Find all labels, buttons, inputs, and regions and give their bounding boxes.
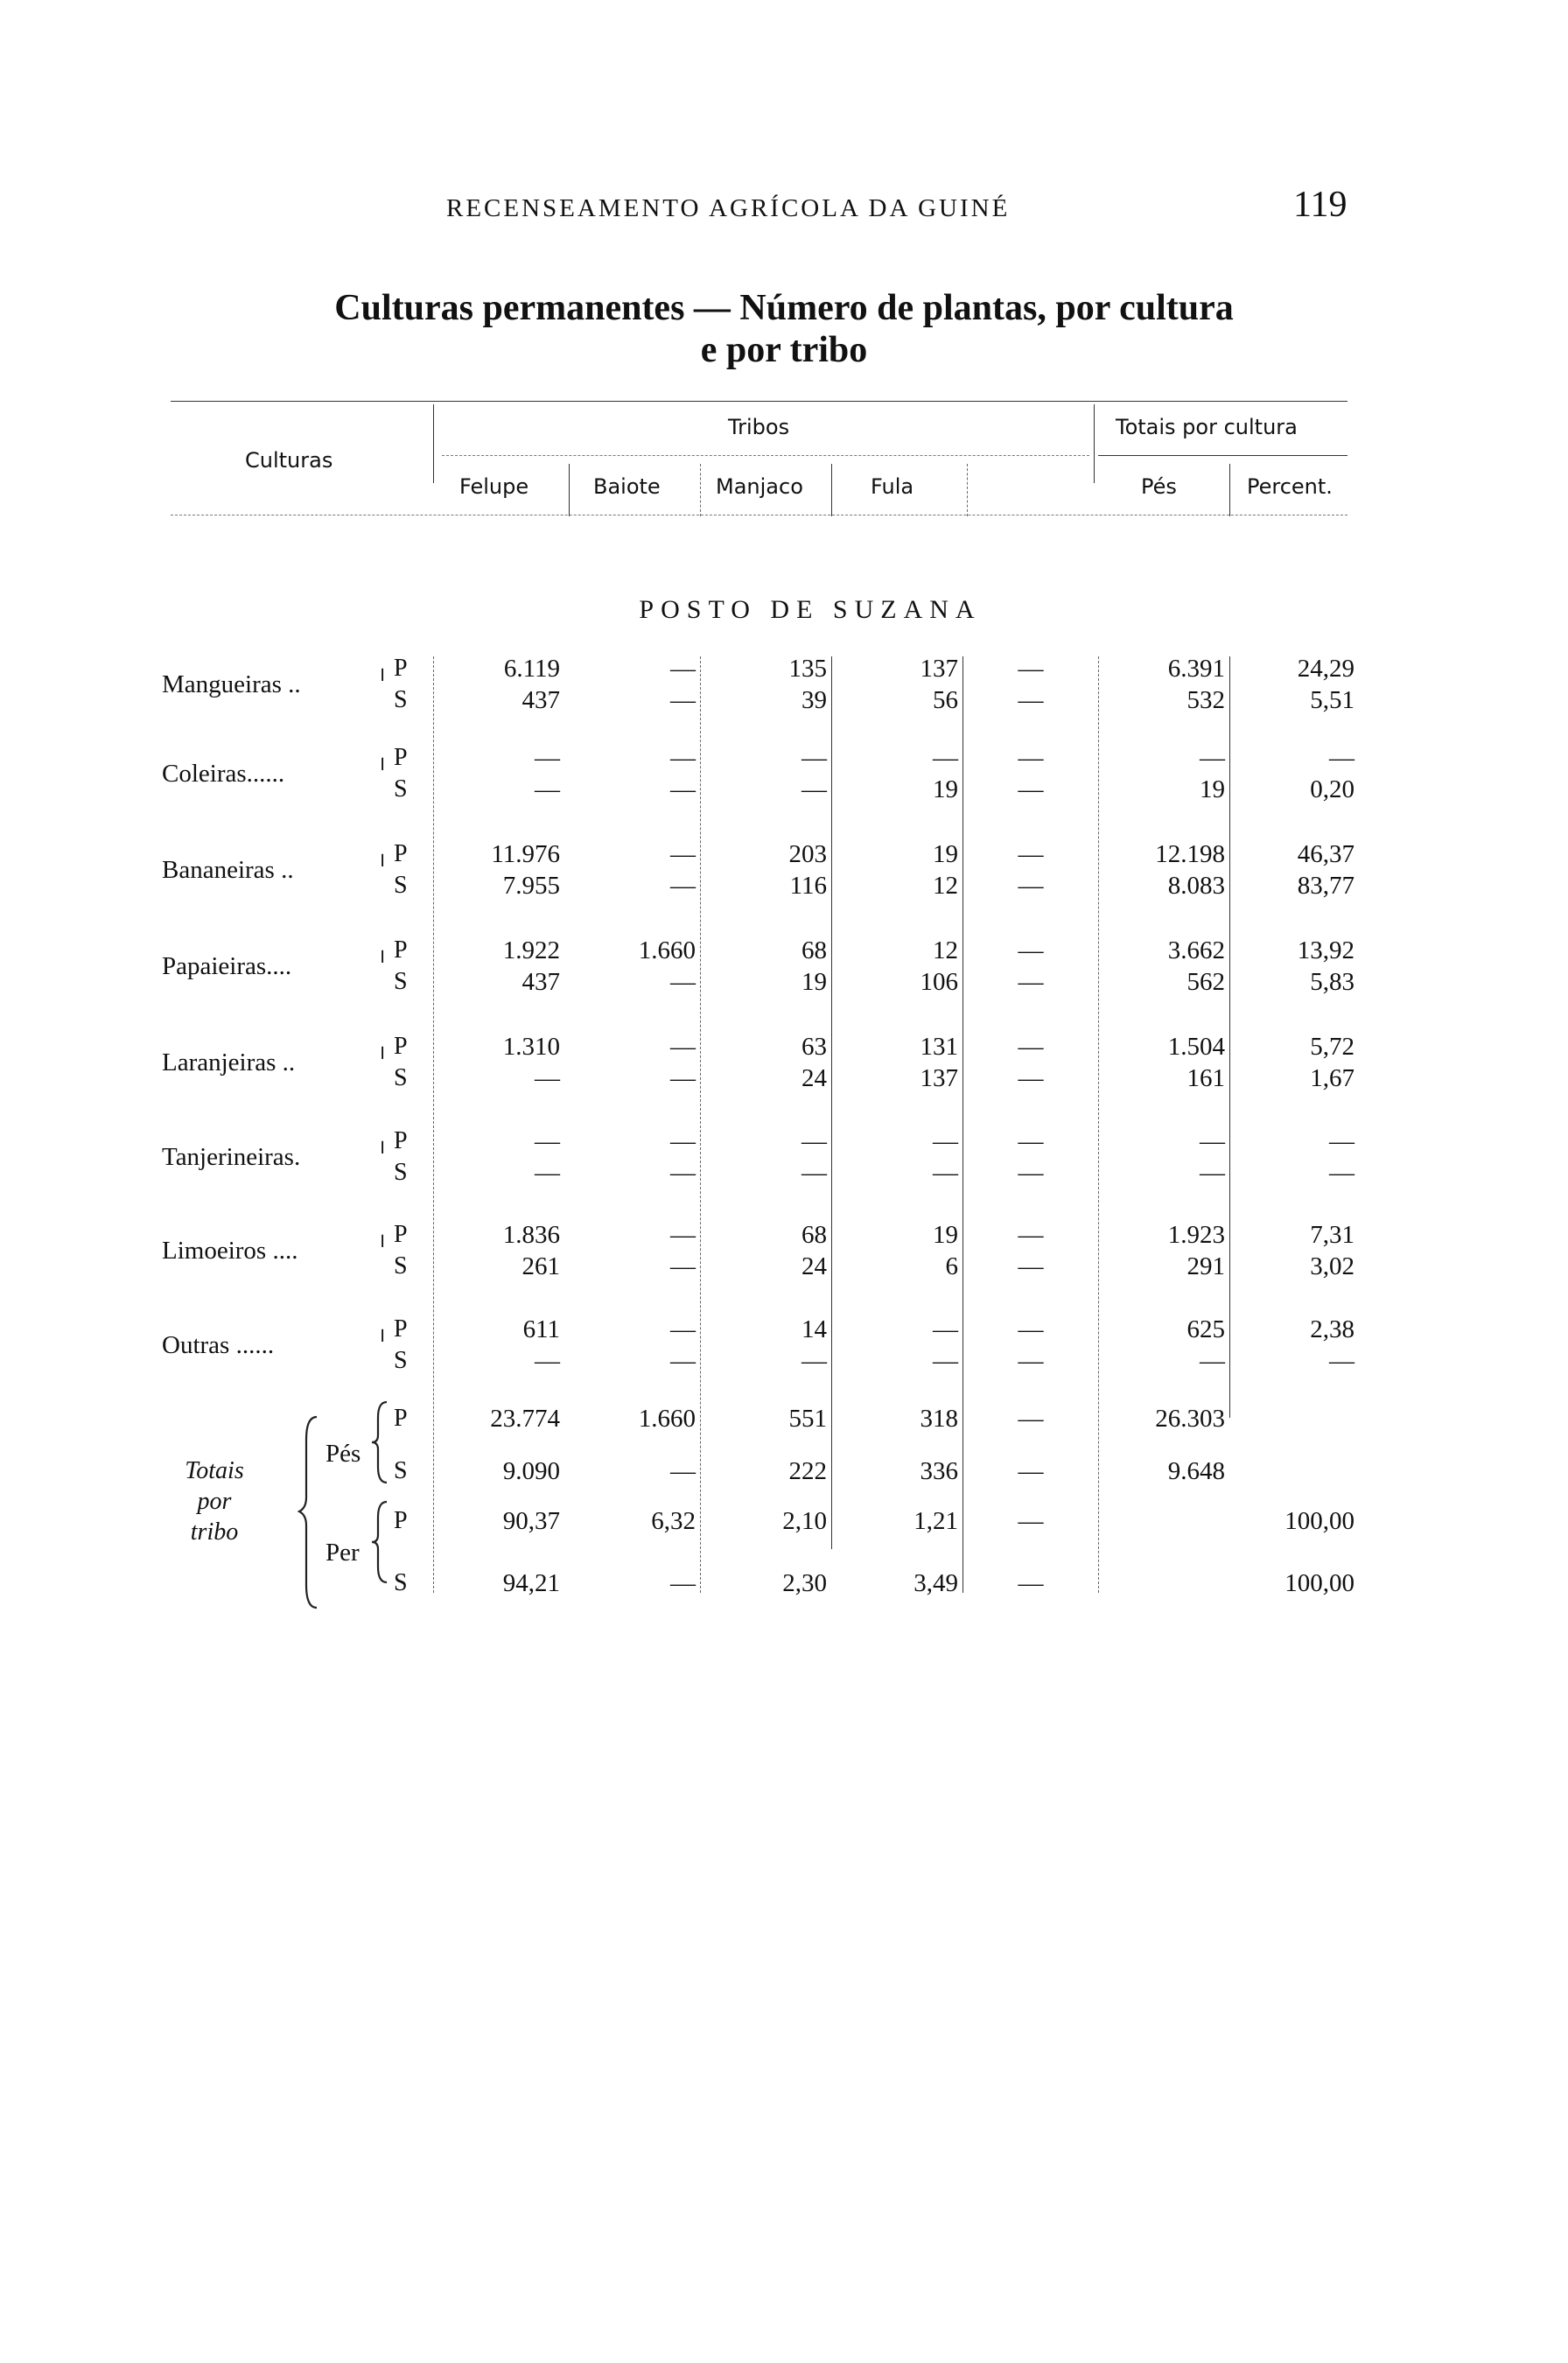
cell-total-pes: 3.662 [1167,936,1225,964]
cell-total-pes: — [1200,1127,1225,1155]
cell-fula: — [933,1127,958,1155]
cell-total-percent: 24,29 [1297,655,1354,683]
col-culturas-header: Culturas [245,448,333,473]
row-p-marker: P [394,1033,408,1060]
col-fula-header: Fula [871,474,914,499]
cell-felupe: 261 [522,1252,560,1280]
table-title-line2: e por tribo [700,330,868,370]
row-p-marker: P [394,1221,408,1248]
cell-felupe: 6.119 [503,655,560,683]
tribos-rule [442,455,1089,456]
cell-felupe: 7.955 [502,872,560,900]
cell-felupe: 437 [522,968,560,996]
totals-cell-felupe: 90,37 [502,1507,560,1535]
cell-felupe: 1.836 [502,1221,560,1249]
cell-baiote: — [670,744,696,772]
row-s-marker: S [394,968,408,995]
cell-manjaco: 19 [802,968,827,996]
cell-total-pes: — [1200,1347,1225,1375]
row-brace-top: ╷ [376,842,389,866]
cell-fula: 12 [933,872,958,900]
cell-felupe: — [535,775,560,803]
totais-group-header: Totais por cultura [1116,415,1298,439]
cell-fula: — [933,1347,958,1375]
totals-cell-manjaco: 222 [788,1457,827,1485]
totals-cell-outras: — [1018,1507,1044,1535]
row-label: Mangueiras .. [162,670,301,698]
row-p-marker: P [394,840,408,867]
cell-total-pes: 1.923 [1167,1221,1225,1249]
cell-felupe: — [535,1347,560,1375]
cell-outras: — [1018,840,1044,868]
totals-label-2: por [197,1488,232,1515]
totals-s-marker: S [394,1457,408,1484]
header-divider [1229,464,1230,516]
cell-baiote: 1.660 [638,936,696,964]
cell-total-pes: 625 [1186,1315,1225,1343]
column-rule [962,656,963,1593]
totals-cell-baiote: 6,32 [651,1507,696,1535]
totals-cell-outras: — [1018,1457,1044,1485]
col-manjaco-header: Manjaco [716,474,803,499]
per-brace [369,1498,390,1586]
cell-manjaco: 68 [802,1221,827,1249]
totals-cell-outras: — [1018,1405,1044,1433]
cell-felupe: — [535,1159,560,1187]
totals-cell-baiote: 1.660 [638,1405,696,1433]
totais-rule [1098,455,1348,456]
cell-manjaco: — [802,775,827,803]
cell-baiote: — [670,1064,696,1092]
cell-total-percent: — [1329,1127,1354,1155]
cell-outras: — [1018,744,1044,772]
cell-felupe: 611 [522,1315,560,1343]
cell-baiote: — [670,775,696,803]
totals-s-marker: S [394,1569,408,1596]
totals-cell-baiote: — [670,1457,696,1485]
pes-brace [369,1399,390,1486]
cell-outras: — [1018,1064,1044,1092]
cell-baiote: — [670,686,696,714]
totals-cell-felupe: 94,21 [502,1569,560,1597]
running-title: RECENSEAMENTO AGRÍCOLA DA GUINÉ [446,194,1011,222]
row-label: Bananeiras .. [162,856,294,884]
row-label: Papaieiras.... [162,952,292,980]
cell-total-pes: 12.198 [1155,840,1225,868]
cell-fula: 137 [920,1064,958,1092]
cell-total-percent: 2,38 [1310,1315,1354,1343]
cell-total-pes: 1.504 [1167,1033,1225,1061]
cell-felupe: 11.976 [491,840,560,868]
cell-total-percent: — [1329,744,1354,772]
col-felupe-header: Felupe [459,474,529,499]
cell-total-percent: 7,31 [1310,1221,1354,1249]
totals-cell-total-pes: 26.303 [1155,1405,1225,1433]
cell-manjaco: 14 [802,1315,827,1343]
totals-cell-fula: 3,49 [914,1569,958,1597]
row-p-marker: P [394,1315,408,1343]
cell-baiote: — [670,1221,696,1249]
cell-outras: — [1018,872,1044,900]
cell-manjaco: 203 [788,840,827,868]
section-title: POSTO DE SUZANA [639,595,982,624]
totals-cell-manjaco: 2,10 [782,1507,827,1535]
cell-baiote: — [670,1127,696,1155]
cell-total-percent: 46,37 [1297,840,1354,868]
cell-total-percent: 13,92 [1297,936,1354,964]
cell-total-pes: 8.083 [1167,872,1225,900]
cell-outras: — [1018,686,1044,714]
cell-baiote: — [670,655,696,683]
header-top-rule [171,401,1348,402]
header-divider [433,404,434,483]
row-s-marker: S [394,1347,408,1374]
cell-fula: 19 [933,840,958,868]
cell-fula: 106 [920,968,958,996]
cell-total-pes: 161 [1186,1064,1225,1092]
header-divider [967,464,968,516]
cell-outras: — [1018,1252,1044,1280]
cell-total-percent: 1,67 [1310,1064,1354,1092]
cell-baiote: — [670,1159,696,1187]
row-p-marker: P [394,655,408,682]
cell-total-percent: — [1329,1347,1354,1375]
row-brace-top: ╷ [376,1034,389,1059]
totals-pes-label: Pés [326,1440,361,1468]
cell-fula: 131 [920,1033,958,1061]
totals-p-marker: P [394,1405,408,1432]
header-divider [569,464,570,516]
cell-total-percent: 3,02 [1310,1252,1354,1280]
cell-baiote: — [670,968,696,996]
cell-total-pes: 19 [1200,775,1225,803]
totals-cell-fula: 336 [920,1457,958,1485]
totals-p-marker: P [394,1507,408,1534]
totals-per-label: Per [326,1539,360,1567]
cell-manjaco: — [802,1127,827,1155]
row-p-marker: P [394,936,408,964]
cell-total-pes: — [1200,1159,1225,1187]
cell-manjaco: 135 [788,655,827,683]
row-s-marker: S [394,686,408,713]
cell-outras: — [1018,1347,1044,1375]
cell-total-percent: 5,83 [1310,968,1354,996]
cell-outras: — [1018,655,1044,683]
row-label: Laranjeiras .. [162,1048,296,1076]
page-number: 119 [1293,185,1348,225]
cell-baiote: — [670,1252,696,1280]
totals-brace [298,1413,324,1610]
cell-total-pes: 532 [1186,686,1225,714]
totals-cell-felupe: 9.090 [502,1457,560,1485]
row-label: Coleiras...... [162,760,285,788]
cell-baiote: — [670,1033,696,1061]
col-percent-header: Percent. [1247,474,1333,499]
cell-total-percent: 5,72 [1310,1033,1354,1061]
cell-total-pes: 6.391 [1167,655,1225,683]
row-brace-top: ╷ [376,656,389,681]
row-s-marker: S [394,1159,408,1186]
cell-total-percent: 0,20 [1310,775,1354,803]
row-brace-top: ╷ [376,1317,389,1342]
totals-cell-manjaco: 551 [788,1405,827,1433]
cell-outras: — [1018,1127,1044,1155]
cell-baiote: — [670,1347,696,1375]
row-brace-top: ╷ [376,1223,389,1247]
totals-cell-total-percent: 100,00 [1284,1569,1354,1597]
row-label: Outras ...... [162,1331,275,1359]
totals-cell-total-pes: 9.648 [1167,1457,1225,1485]
tribos-group-header: Tribos [728,415,790,439]
cell-manjaco: 24 [802,1064,827,1092]
cell-outras: — [1018,775,1044,803]
cell-felupe: 1.922 [502,936,560,964]
cell-fula: — [933,744,958,772]
cell-manjaco: — [802,1159,827,1187]
row-s-marker: S [394,1252,408,1280]
cell-fula: 19 [933,1221,958,1249]
cell-baiote: — [670,840,696,868]
cell-felupe: — [535,744,560,772]
cell-fula: 19 [933,775,958,803]
totals-cell-fula: 1,21 [914,1507,958,1535]
cell-outras: — [1018,1033,1044,1061]
cell-total-pes: 562 [1186,968,1225,996]
totals-cell-manjaco: 2,30 [782,1569,827,1597]
cell-felupe: 1.310 [502,1033,560,1061]
col-pes-header: Pés [1141,474,1177,499]
cell-outras: — [1018,1315,1044,1343]
header-divider [831,464,832,516]
totals-cell-baiote: — [670,1569,696,1597]
cell-manjaco: 39 [802,686,827,714]
totals-cell-total-percent: 100,00 [1284,1507,1354,1535]
cell-total-percent: 5,51 [1310,686,1354,714]
row-brace-top: ╷ [376,938,389,963]
cell-baiote: — [670,872,696,900]
cell-fula: — [933,1159,958,1187]
row-s-marker: S [394,872,408,899]
totals-cell-outras: — [1018,1569,1044,1597]
cell-outras: — [1018,1159,1044,1187]
totals-label-3: tribo [190,1518,239,1546]
row-p-marker: P [394,744,408,771]
row-p-marker: P [394,1127,408,1154]
row-label: Tanjerineiras. [162,1143,301,1171]
row-label: Limoeiros .... [162,1237,298,1265]
row-s-marker: S [394,775,408,803]
cell-manjaco: 68 [802,936,827,964]
row-brace-top: ╷ [376,1129,389,1153]
header-divider [700,464,701,516]
cell-outras: — [1018,936,1044,964]
cell-baiote: — [670,1315,696,1343]
cell-manjaco: 63 [802,1033,827,1061]
row-brace-top: ╷ [376,746,389,770]
header-divider [1094,404,1095,483]
cell-manjaco: 116 [789,872,827,900]
cell-total-percent: 83,77 [1297,872,1354,900]
totals-label-1: Totais [185,1457,244,1484]
table-title-line1: Culturas permanentes — Número de plantas, por cultura [334,288,1234,328]
cell-manjaco: 24 [802,1252,827,1280]
cell-fula: 56 [933,686,958,714]
cell-total-percent: — [1329,1159,1354,1187]
cell-fula: — [933,1315,958,1343]
cell-manjaco: — [802,744,827,772]
cell-felupe: — [535,1127,560,1155]
cell-fula: 6 [945,1252,958,1280]
row-s-marker: S [394,1064,408,1091]
cell-fula: 12 [933,936,958,964]
col-baiote-header: Baiote [593,474,661,499]
cell-total-pes: — [1200,744,1225,772]
cell-total-pes: 291 [1186,1252,1225,1280]
cell-outras: — [1018,968,1044,996]
cell-felupe: — [535,1064,560,1092]
cell-fula: 137 [920,655,958,683]
totals-cell-felupe: 23.774 [490,1405,560,1433]
cell-outras: — [1018,1221,1044,1249]
cell-manjaco: — [802,1347,827,1375]
totals-cell-fula: 318 [920,1405,958,1433]
cell-felupe: 437 [522,686,560,714]
